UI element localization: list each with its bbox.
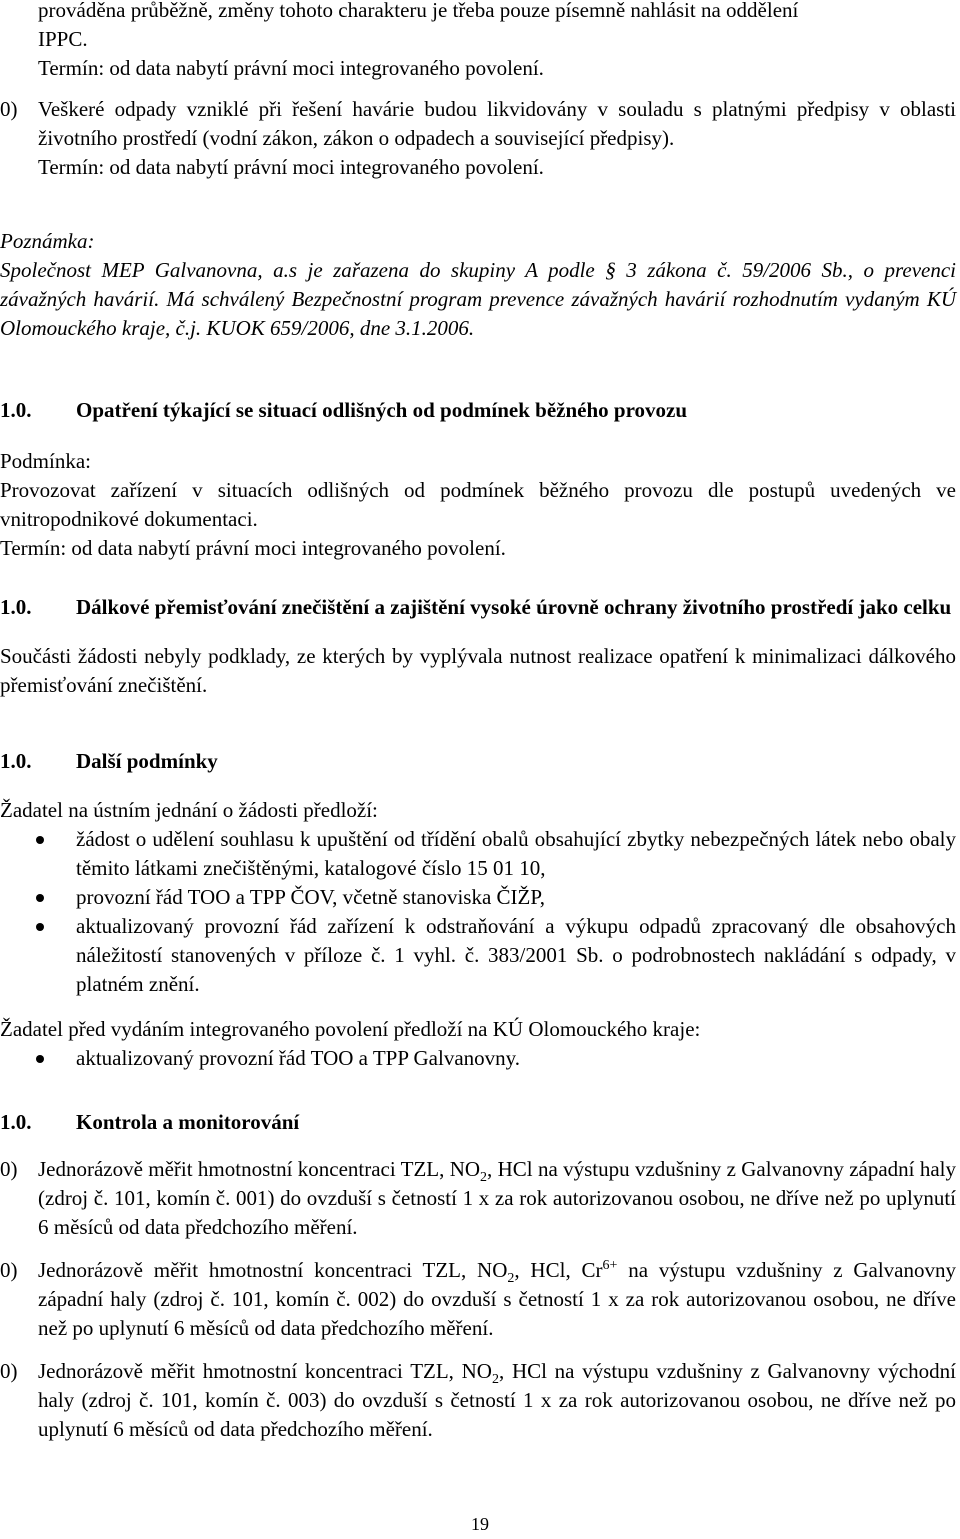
- waste-paragraph: [0, 95, 956, 182]
- item-number: 0): [0, 1258, 18, 1282]
- section-heading: [0, 593, 956, 622]
- section-long-range-pollution: [0, 593, 956, 700]
- section-number: 1.0.: [0, 595, 32, 619]
- bullet-list-before-permit: [0, 1044, 956, 1073]
- list-item: provozní řád TOO a TPP ČOV, včetně stanoviska ČIŽP,: [0, 883, 956, 912]
- section-number: 1.0.: [0, 398, 32, 422]
- section-heading: [0, 747, 956, 776]
- condition-term: Termín: od data nabytí právní moci integrovaného povolení.: [0, 536, 506, 560]
- section-heading: [0, 396, 956, 425]
- condition-text: Provozovat zařízení v situacích odlišných od podmínek běžného provozu dle postupů uvedených ve vnitropodnikové dokumentaci.: [0, 478, 956, 531]
- waste-text: Veškeré odpady vzniklé při řešení havárie budou likvidovány v souladu s platnými předpisy v oblasti životního prostředí (vodní zákon, zákon o odpadech a související předpisy).: [38, 97, 956, 150]
- monitoring-item: 0) Jednorázově měřit hmotnostní koncentraci TZL, $NO_2$, HCl na výstupu vzdušniny z Galvanovny západní haly (zdroj č. 101, komín č. 001) do ovzduší s četností 1 x za rok autorizovanou osobou, ne dříve než po uplynutí 6 měsíců od data předchozího měření.: [0, 1157, 956, 1239]
- continued-line-1: prováděna průběžně, změny tohoto charakteru je třeba pouze písemně nahlásit na oddělení: [38, 0, 799, 22]
- list-item: aktualizovaný provozní řád TOO a TPP Galvanovny.: [0, 1044, 956, 1073]
- continued-term: Termín: od data nabytí právní moci integrovaného povolení.: [38, 56, 544, 80]
- intro-oral-hearing: Žadatel na ústním jednání o žádosti předloží:: [0, 798, 378, 822]
- section-title: Kontrola a monitorování: [76, 1110, 300, 1134]
- intro-before-permit: Žadatel před vydáním integrovaného povolení předloží na KÚ Olomouckého kraje:: [0, 1017, 701, 1041]
- section-number: 1.0.: [0, 1110, 32, 1134]
- note-label: Poznámka:: [0, 229, 95, 253]
- item-number: 0): [0, 1157, 18, 1181]
- item-number: 0): [0, 97, 18, 121]
- item-number: 0): [0, 1359, 18, 1383]
- note-block: [0, 227, 956, 343]
- bullet-list-oral: [0, 825, 956, 999]
- section-text: Součásti žádosti nebyly podklady, ze kterých by vyplývala nutnost realizace opatření k minimalizaci dálkového přemisťování znečištění.: [0, 644, 956, 697]
- section-title: Dálkové přemisťování znečištění a zajištění vysoké úrovně ochrany životního prostředí jako celku: [76, 595, 952, 619]
- section-heading: [0, 1108, 956, 1137]
- continued-paragraph: [38, 0, 956, 83]
- section-further-conditions: [0, 747, 956, 1073]
- page-number: 19: [471, 1514, 489, 1534]
- list-item: žádost o udělení souhlasu k upuštění od třídění obalů obsahující zbytky nebezpečných látek nebo obaly těmito látkami znečištěnými, katalogové číslo 15 01 10,: [0, 825, 956, 883]
- section-title: Další podmínky: [76, 749, 218, 773]
- list-item: aktualizovaný provozní řád zařízení k odstraňování a výkupu odpadů zpracovaný dle obsahových náležitostí stanovených v příloze č. 1 vyhl. č. 383/2001 Sb. o podrobnostech nakládání s odpady, v platném znění.: [0, 912, 956, 999]
- monitoring-item: 0) Jednorázově měřit hmotnostní koncentraci TZL, $NO_2$, HCl na výstupu vzdušniny z Galvanovny východní haly (zdroj č. 101, komín č. 003) do ovzduší s četností 1 x za rok autorizovanou osobou, ne dříve než po uplynutí 6 měsíců od data předchozího měření.: [0, 1359, 957, 1441]
- monitoring-item: 0) Jednorázově měřit hmotnostní koncentraci TZL, $NO_2$, HCl, $Cr^{6+}$ na výstupu vzdušniny z Galvanovny západní haly (zdroj č. 101, komín č. 002) do ovzduší s četností 1 x za rok autorizovanou osobou, ne dříve než po uplynutí 6 měsíců od data předchozího měření.: [0, 1258, 957, 1340]
- continued-line-2: IPPC.: [38, 27, 88, 51]
- section-abnormal-operation: [0, 396, 956, 563]
- note-text: Společnost MEP Galvanovna, a.s je zařazena do skupiny A podle § 3 zákona č. 59/2006 Sb., o prevenci závažných havárií. Má schválený Bezpečnostní program prevence závažných havárií rozhodnutím vydaným KÚ Olomouckého kraje, č.j. KUOK 659/2006, dne 3.1.2006.: [0, 258, 956, 340]
- section-title: Opatření týkající se situací odlišných od podmínek běžného provozu: [76, 398, 688, 422]
- waste-term: Termín: od data nabytí právní moci integrovaného povolení.: [38, 155, 544, 179]
- section-number: 1.0.: [0, 749, 32, 773]
- section-monitoring: [0, 1108, 956, 1444]
- condition-label: Podmínka:: [0, 449, 92, 473]
